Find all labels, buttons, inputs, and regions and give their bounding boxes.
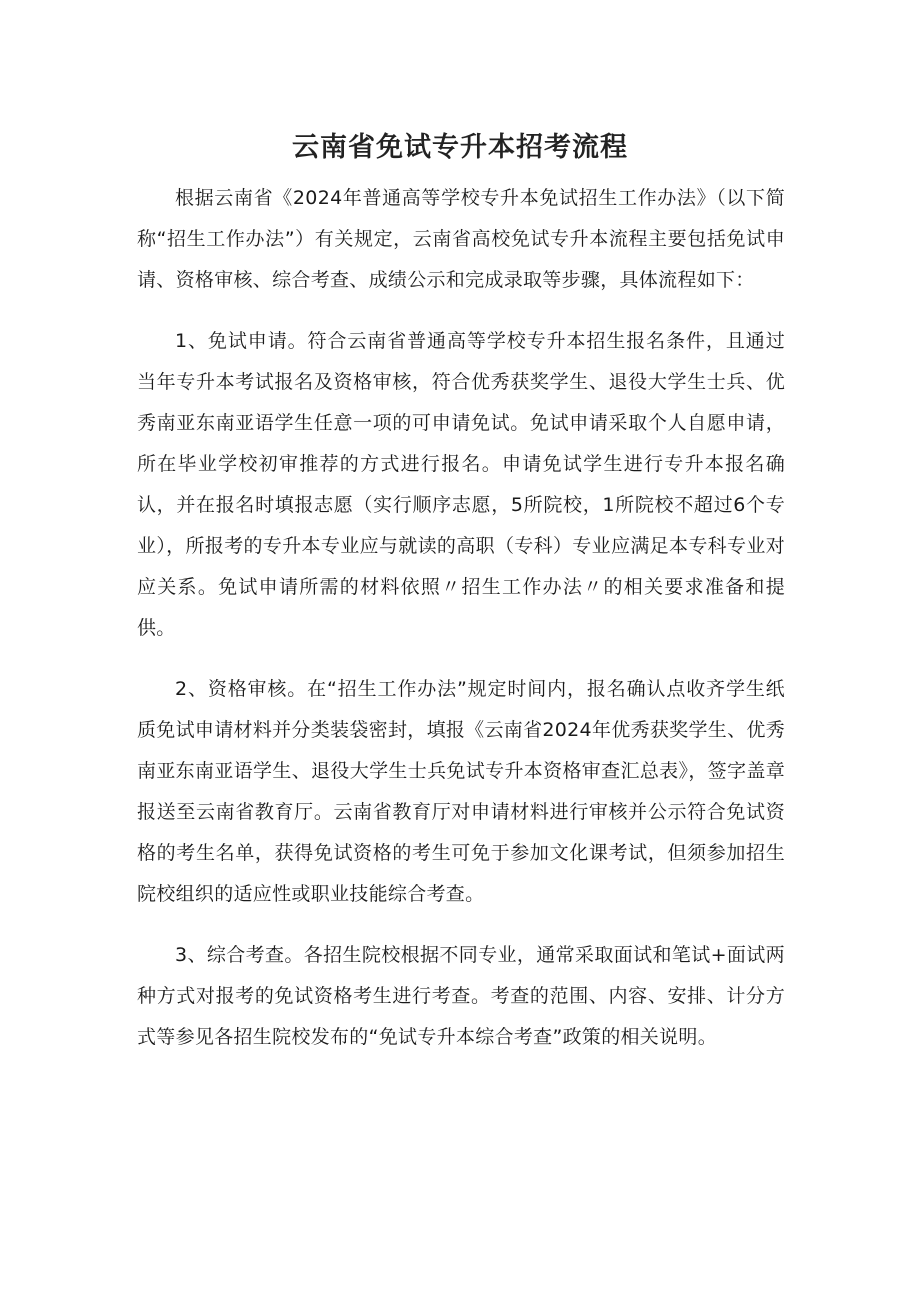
document-title: 云南省免试专升本招考流程 (292, 132, 628, 164)
paragraph-step-2-qualification-review: 2、资格审核。在“招生工作办法”规定时间内，报名确认点收齐学生纸质免试申请材料并分类装袋密封，填报《云南省2024年优秀获奖学生、优秀南亚东南亚语学生、退役大学生士兵免试专升本资格审查汇总表》，签字盖章报送至云南省教育厅。云南省教育厅对申请材料进行审核并公示符合免试资格的考生名单，获得免试资格的考生可免于参加文化课考试，但须参加招生院校组织的适应性或职业技能综合考查。 (137, 678, 785, 905)
paragraph-step-3-comprehensive-assessment: 3、综合考查。各招生院校根据不同专业，通常采取面试和笔试+面试两种方式对报考的免试资格考生进行考查。考查的范围、内容、安排、计分方式等参见各招生院校发布的“免试专升本综合考查”政策的相关说明。 (137, 944, 785, 1048)
paragraph-step-1-application: 1、免试申请。符合云南省普通高等学校专升本招生报名条件，且通过当年专升本考试报名及资格审核，符合优秀获奖学生、退役大学生士兵、优秀南亚东南亚语学生任意一项的可申请免试。免试申请采取个人自愿申请，所在毕业学校初审推荐的方式进行报名。申请免试学生进行专升本报名确认，并在报名时填报志愿（实行顺序志愿，5所院校，1所院校不超过6个专业），所报考的专升本专业应与就读的高职（专科）专业应满足本专科专业对应关系。免试申请所需的材料依照〃招生工作办法〃的相关要求准备和提供。 (137, 330, 785, 639)
document-body (137, 178, 785, 1078)
paragraph-intro: 根据云南省《2024年普通高等学校专升本免试招生工作办法》（以下简称“招生工作办法”）有关规定，云南省高校免试专升本流程主要包括免试申请、资格审核、综合考查、成绩公示和完成录取等步骤，具体流程如下： (137, 187, 785, 291)
